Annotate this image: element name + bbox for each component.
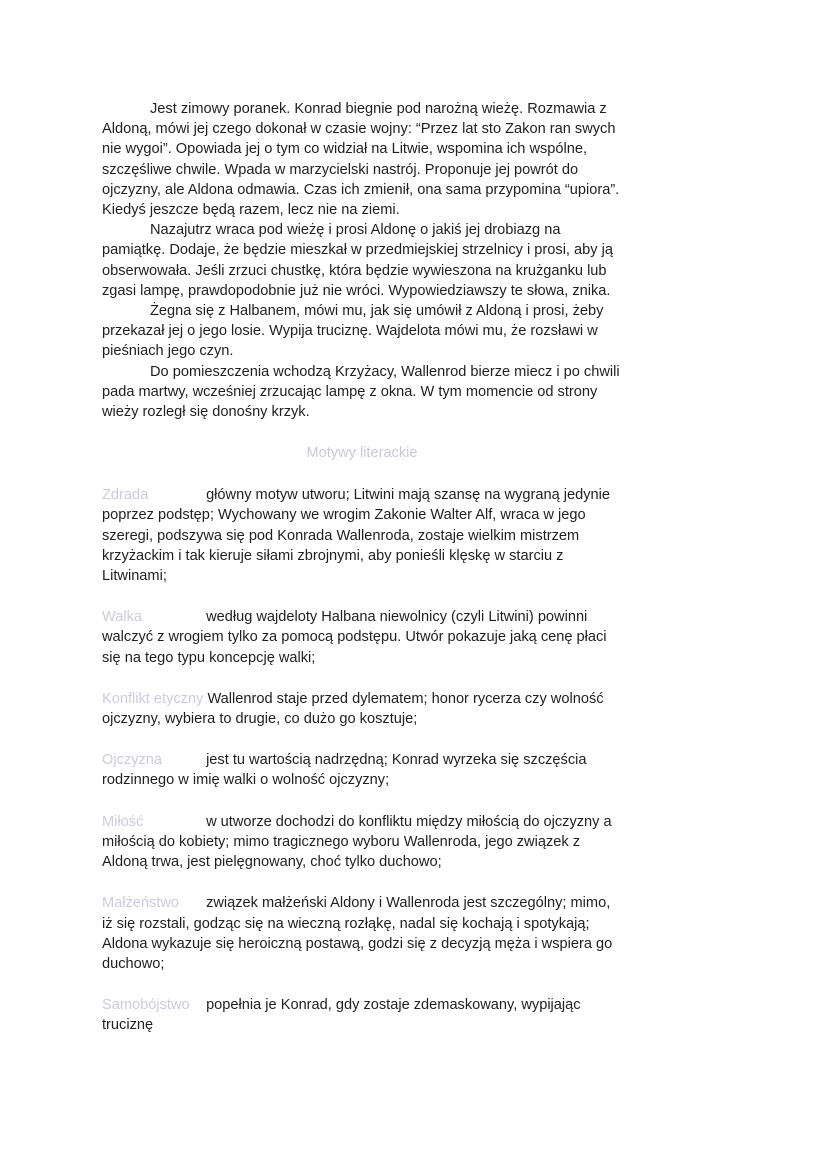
- motif-item: [102, 750, 622, 790]
- motif-term: Miłość: [102, 813, 144, 830]
- motif-list: [102, 485, 622, 1035]
- summary-paragraph-4: Do pomieszczenia wchodzą Krzyżacy, Wallenrod bierze miecz i po chwili pada martwy, wcześniej zrzucając lampę z okna. W tym momencie od strony wieży rozległ się donośny krzyk.: [102, 363, 620, 421]
- motif-description: Wallenrod staje przed dylematem; honor rycerza czy wolność ojczyzny, wybiera to drugie, co dużo go kosztuje;: [102, 690, 604, 728]
- motif-item: [102, 689, 622, 729]
- document-page: [102, 99, 622, 1036]
- motif-term: Ojczyzna: [102, 752, 163, 769]
- motif-item: [102, 995, 622, 1035]
- summary-paragraph-2: Nazajutrz wraca pod wieżę i prosi Aldonę o jakiś jej drobiazg na pamiątkę. Dodaje, że będzie mieszkał w przedmiejskiej strzelnicy i prosi, aby ją obserwowała. Jeśli zrzuci chustkę, która będzie wywieszona na krużganku lub zgasi lampę, prawdopodobnie już nie wróci. Wypowiedziawszy te słowa, znika.: [102, 222, 613, 299]
- motif-term: Zdrada: [102, 487, 149, 504]
- motif-description: według wajdeloty Halbana niewolnicy (czyli Litwini) powinni walczyć z wrogiem tylko za pomocą podstępu. Utwór pokazuje jaką cenę płaci się na tego typu koncepcję walki;: [102, 609, 607, 666]
- motif-description: jest tu wartością nadrzędną; Konrad wyrzeka się szczęścia rodzinnego w imię walki o wolność ojczyzny;: [102, 752, 587, 789]
- motif-description: związek małżeński Aldony i Wallenroda jest szczególny; mimo, iż się rozstali, godząc się na wieczną rozłąkę, nadal się kochają i spotykają; Aldona wykazuje się heroiczną postawą, godzi się z decyzją męża i wspiera go duchowo;: [102, 895, 613, 972]
- motif-term: Walka: [102, 609, 143, 626]
- motif-item: [102, 893, 622, 974]
- motif-description: główny motyw utworu; Litwini mają szansę na wygraną jedynie poprzez podstęp; Wychowany we wrogim Zakonie Walter Alf, wraca w jego szeregi, podszywa się pod Konrada Wallenroda, zostaje wielkim mistrzem krzyżackim i tak kieruje siłami zbrojnymi, aby ponieśli klęskę w starciu z Litwinami;: [102, 487, 611, 585]
- motif-description: w utworze dochodzi do konfliktu między miłością do ojczyzny a miłością do kobiety; mimo tragicznego wyboru Wallenroda, jego związek z Aldoną trwa, jest pielęgnowany, choć tylko duchowo;: [102, 813, 612, 871]
- motif-description: popełnia je Konrad, gdy zostaje zdemaskowany, wypijając truciznę: [102, 997, 581, 1034]
- motif-term: Samobójstwo: [102, 997, 190, 1014]
- motif-item: [102, 607, 622, 668]
- motif-term: Małżeństwo: [102, 895, 180, 912]
- motif-item: [102, 812, 622, 873]
- motif-term: Konflikt etyczny: [102, 690, 204, 707]
- summary-paragraph-1: Jest zimowy poranek. Konrad biegnie pod narożną wieżę. Rozmawia z Aldoną, mówi jej czego dokonał w czasie wojny: “Przez lat sto Zakon ran swych nie wygoi”. Opowiada jej o tym co widział na Litwie, wspomina ich wspólne, szczęśliwe chwile. Wpada w marzycielski nastrój. Proponuje jej powrót do ojczyzny, ale Aldona odmawia. Czas ich zmienił, ona sama przypomina “upiora”. Kiedyś jeszcze będą razem, lecz nie na ziemi.: [102, 101, 620, 219]
- section-heading: Motywy literackie: [306, 445, 418, 462]
- motif-item: [102, 485, 622, 586]
- summary-paragraph-3: Żegna się z Halbanem, mówi mu, jak się umówił z Aldoną i prosi, żeby przekazał jej o jego losie. Wypija truciznę. Wajdelota mówi mu, że rozsławi w pieśniach jego czyn.: [102, 303, 604, 360]
